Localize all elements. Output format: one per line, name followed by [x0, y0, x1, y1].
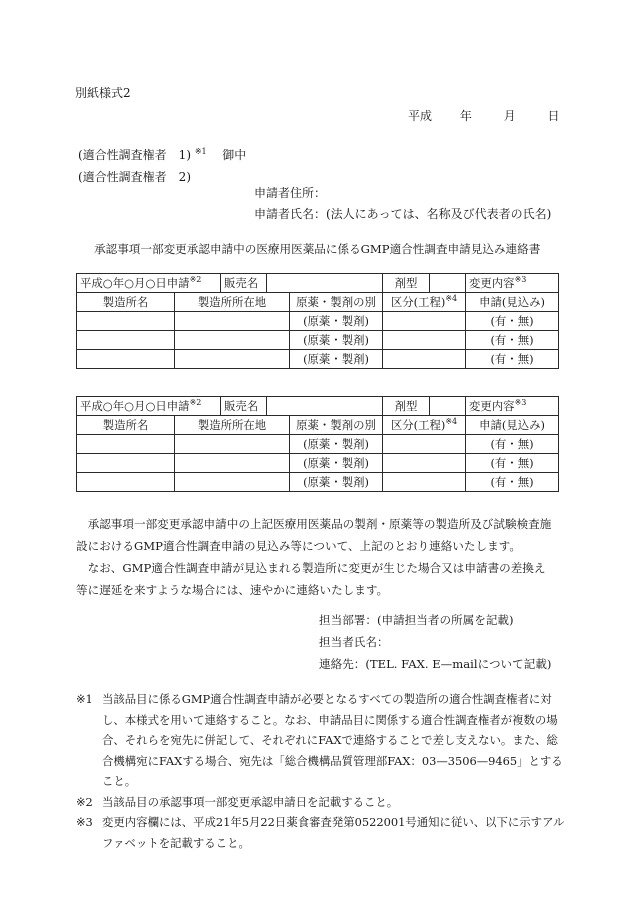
date-month: 月	[503, 109, 516, 123]
col-category: 区分(工程)$^{※4}$	[383, 293, 466, 312]
col-substance-type: 原薬・製剤の別	[290, 293, 383, 312]
dosage-form-label: 剤型	[383, 397, 430, 416]
col-application: 申請(見込み)	[466, 416, 559, 435]
note-3	[76, 812, 566, 853]
application-cell: (有・無)	[466, 312, 559, 331]
body-paragraph-1: 承認事項一部変更承認申請中の上記医療用医薬品の製剤・原薬等の製造所及び試験検査施設におけるGMP適合性調査申請の見込み等について、上記のとおり連絡いたします。	[76, 517, 552, 553]
dosage-form-value	[430, 397, 466, 416]
product-name-value	[267, 274, 383, 293]
date-era: 平成	[408, 109, 433, 123]
document-title: 承認事項一部変更承認申請中の医療用医薬品に係るGMP適合性調査申請見込み連絡書	[94, 242, 541, 256]
application-date-cell: 平成○年○月○日申請$^{※2}$	[77, 397, 221, 416]
col-category: 区分(工程)$^{※4}$	[383, 416, 466, 435]
addressee-2: (適合性調査権者 2)	[78, 170, 191, 184]
note-text: 当該品目に係るGMP適合性調査申請が必要となるすべての製造所の適合性調査権者に対し、本様式を用いて連絡すること。なお、申請品目に関係する適合性調査権者が複数の場合、それらを宛先に併記して、それぞれにFAXで連絡することで差し支えない。また、総合機構宛にFAXする場合、宛先は「総合機構品質管理部FAX：03—3506—9465」とすること。	[102, 692, 563, 788]
site-table-2-body	[76, 415, 559, 492]
form-number: 別紙様式2	[75, 86, 131, 100]
contact-info: 連絡先：(TEL. FAX. E—mailについて記載)	[319, 657, 552, 671]
table-header-row	[77, 397, 559, 416]
note-mark: ※1	[76, 692, 93, 706]
application-cell: (有・無)	[466, 454, 559, 473]
substance-type-cell: (原薬・製剤)	[290, 473, 383, 492]
product-name-label: 販売名	[221, 274, 267, 293]
table-row	[77, 350, 559, 369]
table-row	[77, 435, 559, 454]
site-table-1-body	[76, 292, 559, 369]
table-row	[77, 331, 559, 350]
column-header-row	[77, 293, 559, 312]
notes-section	[76, 689, 566, 853]
application-cell: (有・無)	[466, 435, 559, 454]
note-mark: ※2	[76, 794, 93, 809]
applicant-name-label: 申請者氏名：(法人にあっては、名称及び代表者の氏名)	[254, 207, 552, 221]
site-table-1	[76, 273, 559, 293]
application-cell: (有・無)	[466, 473, 559, 492]
note-text: 変更内容欄には、平成21年5月22日薬食審査発第0522001号通知に従い、以下に示すアルファベットを記載すること。	[102, 815, 565, 850]
note-mark: ※3	[76, 815, 93, 829]
site-table-2	[76, 396, 559, 416]
dosage-form-value	[430, 274, 466, 293]
addressee-suffix: 御中	[222, 148, 247, 162]
product-name-label: 販売名	[221, 397, 267, 416]
date-line	[408, 107, 560, 124]
date-year: 年	[459, 109, 472, 123]
col-substance-type: 原薬・製剤の別	[290, 416, 383, 435]
change-content-label: 変更内容$^{※3}$	[466, 274, 559, 293]
substance-type-cell: (原薬・製剤)	[290, 312, 383, 331]
product-name-value	[267, 397, 383, 416]
col-site-location: 製造所所在地	[175, 293, 290, 312]
table-row	[77, 312, 559, 331]
contact-person: 担当者氏名：	[319, 635, 389, 649]
dosage-form-label: 剤型	[383, 274, 430, 293]
note-text: 当該品目の承認事項一部変更承認申請日を記載すること。	[102, 794, 399, 809]
column-header-row	[77, 416, 559, 435]
col-site-location: 製造所所在地	[175, 416, 290, 435]
change-content-label: 変更内容$^{※3}$	[466, 397, 559, 416]
application-cell: (有・無)	[466, 350, 559, 369]
application-cell: (有・無)	[466, 331, 559, 350]
col-site-name: 製造所名	[77, 293, 175, 312]
note-1	[76, 689, 566, 792]
applicant-address-label: 申請者住所：	[254, 186, 327, 200]
date-day: 日	[547, 109, 560, 123]
addressee-1-label: (適合性調査権者 1)	[78, 148, 191, 162]
addressee-1	[78, 146, 246, 163]
note-2	[76, 792, 566, 813]
table-row	[77, 454, 559, 473]
contact-department: 担当部署：(申請担当者の所属を記載)	[319, 613, 514, 627]
substance-type-cell: (原薬・製剤)	[290, 331, 383, 350]
table-row	[77, 473, 559, 492]
substance-type-cell: (原薬・製剤)	[290, 350, 383, 369]
table-header-row	[77, 274, 559, 293]
substance-type-cell: (原薬・製剤)	[290, 454, 383, 473]
body-paragraph-2: なお、GMP適合性調査申請が見込まれる製造所に変更が生じた場合又は申請書の差換え等に遅延を来すような場合には、速やかに連絡いたします。	[76, 561, 546, 597]
col-application: 申請(見込み)	[466, 293, 559, 312]
substance-type-cell: (原薬・製剤)	[290, 435, 383, 454]
col-site-name: 製造所名	[77, 416, 175, 435]
addressee-1-mark: ※1	[194, 147, 207, 156]
application-date-cell: 平成○年○月○日申請$^{※2}$	[77, 274, 221, 293]
